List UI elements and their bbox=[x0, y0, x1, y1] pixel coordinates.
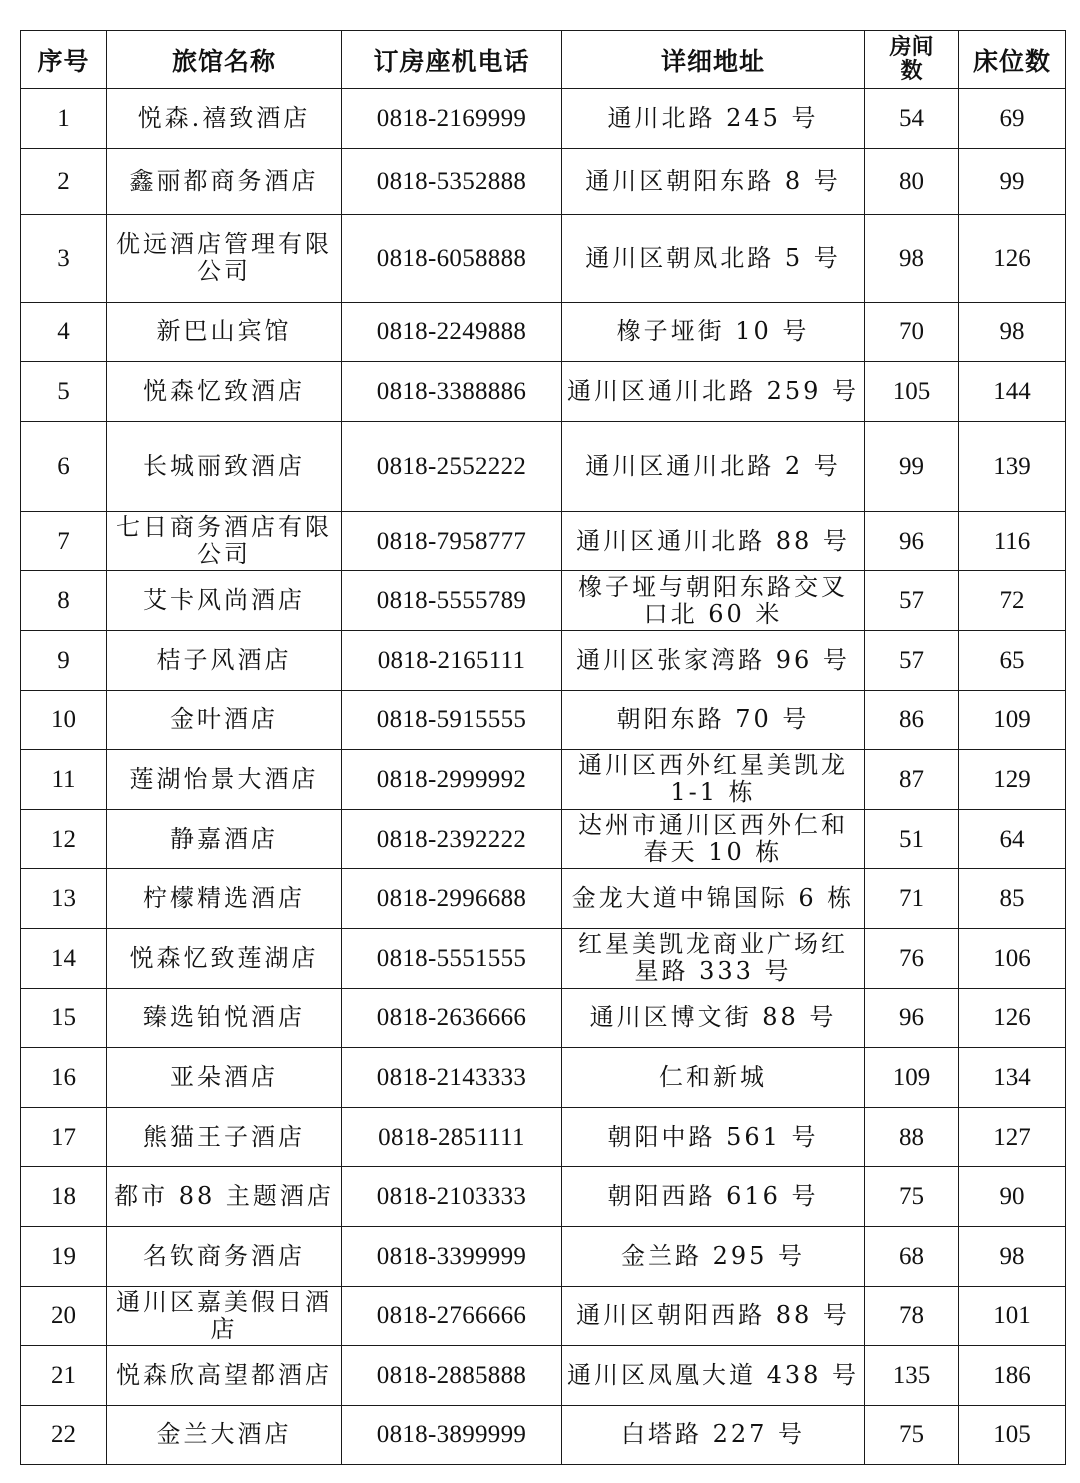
cell-hotel-name: 悦森欣高望都酒店 bbox=[107, 1346, 342, 1406]
cell-rooms: 98 bbox=[865, 214, 959, 302]
cell-phone: 0818-2851111 bbox=[342, 1107, 562, 1167]
cell-phone: 0818-2552222 bbox=[342, 421, 562, 511]
cell-beds: 109 bbox=[959, 690, 1066, 750]
cell-index: 7 bbox=[21, 511, 107, 571]
cell-phone: 0818-2103333 bbox=[342, 1167, 562, 1227]
cell-address: 朝阳中路 561 号 bbox=[562, 1107, 865, 1167]
table-row bbox=[21, 1167, 1066, 1227]
cell-phone: 0818-2165111 bbox=[342, 630, 562, 690]
cell-beds: 139 bbox=[959, 421, 1066, 511]
cell-rooms: 76 bbox=[865, 928, 959, 988]
cell-rooms: 88 bbox=[865, 1107, 959, 1167]
cell-hotel-name: 金叶酒店 bbox=[107, 690, 342, 750]
cell-rooms: 99 bbox=[865, 421, 959, 511]
table-row bbox=[21, 302, 1066, 362]
cell-rooms: 57 bbox=[865, 630, 959, 690]
cell-address: 金兰路 295 号 bbox=[562, 1226, 865, 1286]
cell-beds: 64 bbox=[959, 809, 1066, 869]
cell-phone: 0818-3399999 bbox=[342, 1226, 562, 1286]
table-row bbox=[21, 1048, 1066, 1108]
cell-index: 17 bbox=[21, 1107, 107, 1167]
cell-index: 15 bbox=[21, 988, 107, 1048]
table-row bbox=[21, 1226, 1066, 1286]
cell-hotel-name: 悦森忆致莲湖店 bbox=[107, 928, 342, 988]
cell-rooms: 87 bbox=[865, 750, 959, 810]
cell-index: 8 bbox=[21, 571, 107, 631]
cell-address: 红星美凯龙商业广场红星路 333 号 bbox=[562, 928, 865, 988]
cell-phone: 0818-7958777 bbox=[342, 511, 562, 571]
cell-hotel-name: 新巴山宾馆 bbox=[107, 302, 342, 362]
cell-rooms: 86 bbox=[865, 690, 959, 750]
cell-hotel-name: 亚朵酒店 bbox=[107, 1048, 342, 1108]
table-row bbox=[21, 988, 1066, 1048]
cell-hotel-name: 通川区嘉美假日酒店 bbox=[107, 1286, 342, 1346]
cell-index: 5 bbox=[21, 362, 107, 422]
table-row bbox=[21, 148, 1066, 214]
header-name: 旅馆名称 bbox=[107, 31, 342, 89]
cell-rooms: 70 bbox=[865, 302, 959, 362]
header-beds: 床位数 bbox=[959, 31, 1066, 89]
cell-beds: 126 bbox=[959, 988, 1066, 1048]
cell-beds: 116 bbox=[959, 511, 1066, 571]
table-row bbox=[21, 1405, 1066, 1465]
header-address: 详细地址 bbox=[562, 31, 865, 89]
table-header-row bbox=[21, 31, 1066, 89]
table-row bbox=[21, 809, 1066, 869]
cell-phone: 0818-2996688 bbox=[342, 869, 562, 929]
cell-rooms: 75 bbox=[865, 1167, 959, 1227]
cell-address: 仁和新城 bbox=[562, 1048, 865, 1108]
table-row bbox=[21, 362, 1066, 422]
table-row bbox=[21, 1107, 1066, 1167]
cell-hotel-name: 悦森忆致酒店 bbox=[107, 362, 342, 422]
cell-beds: 106 bbox=[959, 928, 1066, 988]
cell-phone: 0818-2392222 bbox=[342, 809, 562, 869]
cell-rooms: 57 bbox=[865, 571, 959, 631]
cell-rooms: 80 bbox=[865, 148, 959, 214]
cell-address: 通川区张家湾路 96 号 bbox=[562, 630, 865, 690]
cell-phone: 0818-5551555 bbox=[342, 928, 562, 988]
cell-rooms: 71 bbox=[865, 869, 959, 929]
table-row bbox=[21, 690, 1066, 750]
cell-address: 白塔路 227 号 bbox=[562, 1405, 865, 1465]
cell-beds: 98 bbox=[959, 1226, 1066, 1286]
cell-index: 9 bbox=[21, 630, 107, 690]
cell-beds: 144 bbox=[959, 362, 1066, 422]
cell-hotel-name: 臻选铂悦酒店 bbox=[107, 988, 342, 1048]
cell-phone: 0818-3388886 bbox=[342, 362, 562, 422]
cell-hotel-name: 鑫丽都商务酒店 bbox=[107, 148, 342, 214]
cell-beds: 126 bbox=[959, 214, 1066, 302]
cell-beds: 134 bbox=[959, 1048, 1066, 1108]
cell-index: 20 bbox=[21, 1286, 107, 1346]
cell-address: 朝阳西路 616 号 bbox=[562, 1167, 865, 1227]
cell-beds: 90 bbox=[959, 1167, 1066, 1227]
cell-rooms: 68 bbox=[865, 1226, 959, 1286]
cell-beds: 98 bbox=[959, 302, 1066, 362]
cell-address: 通川区通川北路 2 号 bbox=[562, 421, 865, 511]
cell-address: 橡子垭街 10 号 bbox=[562, 302, 865, 362]
cell-index: 4 bbox=[21, 302, 107, 362]
cell-address: 朝阳东路 70 号 bbox=[562, 690, 865, 750]
cell-index: 1 bbox=[21, 89, 107, 149]
cell-beds: 99 bbox=[959, 148, 1066, 214]
cell-phone: 0818-2999992 bbox=[342, 750, 562, 810]
cell-hotel-name: 静嘉酒店 bbox=[107, 809, 342, 869]
cell-beds: 105 bbox=[959, 1405, 1066, 1465]
cell-index: 12 bbox=[21, 809, 107, 869]
cell-phone: 0818-6058888 bbox=[342, 214, 562, 302]
cell-phone: 0818-5915555 bbox=[342, 690, 562, 750]
cell-hotel-name: 都市 88 主题酒店 bbox=[107, 1167, 342, 1227]
cell-address: 达州市通川区西外仁和春天 10 栋 bbox=[562, 809, 865, 869]
cell-phone: 0818-2636666 bbox=[342, 988, 562, 1048]
cell-hotel-name: 柠檬精选酒店 bbox=[107, 869, 342, 929]
cell-phone: 0818-5352888 bbox=[342, 148, 562, 214]
table-body bbox=[21, 89, 1066, 1465]
cell-index: 22 bbox=[21, 1405, 107, 1465]
cell-hotel-name: 优远酒店管理有限公司 bbox=[107, 214, 342, 302]
cell-hotel-name: 长城丽致酒店 bbox=[107, 421, 342, 511]
hotel-list-table bbox=[20, 30, 1066, 1465]
table-row bbox=[21, 89, 1066, 149]
cell-index: 18 bbox=[21, 1167, 107, 1227]
cell-index: 3 bbox=[21, 214, 107, 302]
cell-beds: 127 bbox=[959, 1107, 1066, 1167]
cell-hotel-name: 艾卡风尚酒店 bbox=[107, 571, 342, 631]
cell-rooms: 96 bbox=[865, 988, 959, 1048]
cell-rooms: 75 bbox=[865, 1405, 959, 1465]
cell-rooms: 51 bbox=[865, 809, 959, 869]
cell-phone: 0818-2169999 bbox=[342, 89, 562, 149]
cell-address: 金龙大道中锦国际 6 栋 bbox=[562, 869, 865, 929]
cell-hotel-name: 名钦商务酒店 bbox=[107, 1226, 342, 1286]
cell-phone: 0818-5555789 bbox=[342, 571, 562, 631]
header-rooms: 房间数 bbox=[865, 31, 959, 89]
cell-phone: 0818-2766666 bbox=[342, 1286, 562, 1346]
cell-rooms: 96 bbox=[865, 511, 959, 571]
cell-rooms: 54 bbox=[865, 89, 959, 149]
cell-address: 通川区凤凰大道 438 号 bbox=[562, 1346, 865, 1406]
cell-address: 通川北路 245 号 bbox=[562, 89, 865, 149]
table-row bbox=[21, 511, 1066, 571]
cell-hotel-name: 金兰大酒店 bbox=[107, 1405, 342, 1465]
cell-rooms: 109 bbox=[865, 1048, 959, 1108]
table-row bbox=[21, 869, 1066, 929]
cell-hotel-name: 莲湖怡景大酒店 bbox=[107, 750, 342, 810]
cell-rooms: 105 bbox=[865, 362, 959, 422]
header-index: 序号 bbox=[21, 31, 107, 89]
cell-hotel-name: 七日商务酒店有限公司 bbox=[107, 511, 342, 571]
cell-beds: 72 bbox=[959, 571, 1066, 631]
cell-address: 通川区通川北路 259 号 bbox=[562, 362, 865, 422]
cell-address: 通川区朝阳西路 88 号 bbox=[562, 1286, 865, 1346]
cell-hotel-name: 桔子风酒店 bbox=[107, 630, 342, 690]
cell-beds: 186 bbox=[959, 1346, 1066, 1406]
cell-address: 通川区朝凤北路 5 号 bbox=[562, 214, 865, 302]
cell-index: 21 bbox=[21, 1346, 107, 1406]
header-phone: 订房座机电话 bbox=[342, 31, 562, 89]
cell-address: 通川区西外红星美凯龙1-1 栋 bbox=[562, 750, 865, 810]
cell-index: 14 bbox=[21, 928, 107, 988]
cell-rooms: 135 bbox=[865, 1346, 959, 1406]
cell-address: 橡子垭与朝阳东路交叉口北 60 米 bbox=[562, 571, 865, 631]
cell-beds: 85 bbox=[959, 869, 1066, 929]
table-row bbox=[21, 750, 1066, 810]
cell-hotel-name: 悦森.禧致酒店 bbox=[107, 89, 342, 149]
cell-address: 通川区朝阳东路 8 号 bbox=[562, 148, 865, 214]
cell-phone: 0818-2249888 bbox=[342, 302, 562, 362]
cell-beds: 65 bbox=[959, 630, 1066, 690]
cell-hotel-name: 熊猫王子酒店 bbox=[107, 1107, 342, 1167]
cell-rooms: 78 bbox=[865, 1286, 959, 1346]
cell-index: 13 bbox=[21, 869, 107, 929]
cell-index: 6 bbox=[21, 421, 107, 511]
cell-beds: 129 bbox=[959, 750, 1066, 810]
cell-phone: 0818-2143333 bbox=[342, 1048, 562, 1108]
table-row bbox=[21, 630, 1066, 690]
cell-index: 2 bbox=[21, 148, 107, 214]
cell-beds: 69 bbox=[959, 89, 1066, 149]
table-row bbox=[21, 1286, 1066, 1346]
cell-phone: 0818-2885888 bbox=[342, 1346, 562, 1406]
cell-index: 16 bbox=[21, 1048, 107, 1108]
cell-index: 10 bbox=[21, 690, 107, 750]
cell-address: 通川区博文街 88 号 bbox=[562, 988, 865, 1048]
cell-index: 19 bbox=[21, 1226, 107, 1286]
cell-beds: 101 bbox=[959, 1286, 1066, 1346]
table-row bbox=[21, 928, 1066, 988]
table-row bbox=[21, 571, 1066, 631]
cell-phone: 0818-3899999 bbox=[342, 1405, 562, 1465]
table-row bbox=[21, 214, 1066, 302]
cell-index: 11 bbox=[21, 750, 107, 810]
cell-address: 通川区通川北路 88 号 bbox=[562, 511, 865, 571]
table-row bbox=[21, 421, 1066, 511]
table-row bbox=[21, 1346, 1066, 1406]
